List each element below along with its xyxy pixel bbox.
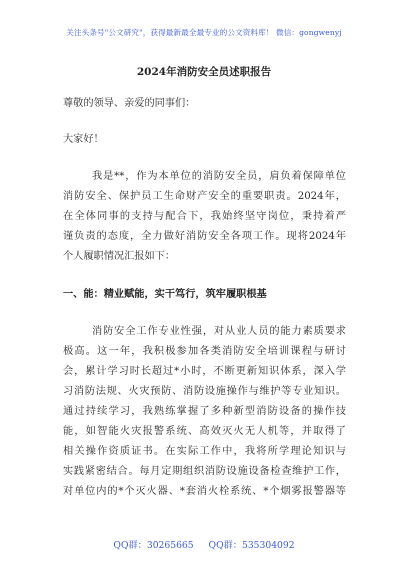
document-title: 2024年消防安全员述职报告 (136, 66, 272, 78)
section1-line-6: 能，如智能火灾报警系统、高效灭火无人机等，并取得了 (63, 426, 346, 437)
section1-line-5: 通过持续学习，我熟练掌握了多种新型消防设备的操作技 (63, 406, 346, 417)
header-banner: 关注头条号"公文研究"，获得最新最全最专业的公文资料库！ 微信：gongwenyj (66, 28, 342, 37)
section1-line-7: 相关操作资质证书。在实际工作中，我将所学理论知识与 (63, 446, 346, 457)
footer-qq-1: QQ群：30265665 (113, 540, 194, 551)
footer-qq-2: QQ群：535304092 (208, 540, 295, 551)
section1-line-3: 会，累计学习时长超过*小时，不断更新知识体系，深入学 (63, 366, 346, 377)
section1-line-8: 实践紧密结合。每月定期组织消防设施设备检查维护工作， (63, 466, 346, 477)
footer-qq-groups (0, 537, 408, 551)
section1-line-2: 极高。这一年，我积极参加各类消防安全培训课程与研讨 (63, 346, 346, 357)
section1-line-4: 习消防法规、火灾预防、消防设施操作与维护等专业知识。 (63, 386, 346, 397)
salutation: 尊敬的领导、亲爱的同事们： (63, 98, 196, 109)
intro-line-2: 消防安全、保护员工生命财产安全的重要职责。2024年， (63, 191, 346, 202)
section-heading-1: 一、能：精业赋能，实干笃行，筑牢履职根基 (63, 288, 267, 300)
intro-line-3: 在全体同事的支持与配合下，我始终坚守岗位，秉持着严 (63, 211, 346, 222)
intro-line-4: 谨负责的态度，全力做好消防安全各项工作。现将2024年 (63, 231, 346, 242)
greeting: 大家好！ (63, 134, 104, 145)
section1-line-9: 对单位内的*个灭火器、*套消火栓系统、*个烟雾报警器等 (63, 486, 346, 497)
intro-line-1: 我是**，作为本单位的消防安全员，肩负着保障单位 (92, 171, 346, 182)
intro-line-5: 个人履职情况汇报如下： (63, 251, 176, 262)
section1-line-1: 消防安全工作专业性强，对从业人员的能力素质要求 (92, 326, 346, 337)
